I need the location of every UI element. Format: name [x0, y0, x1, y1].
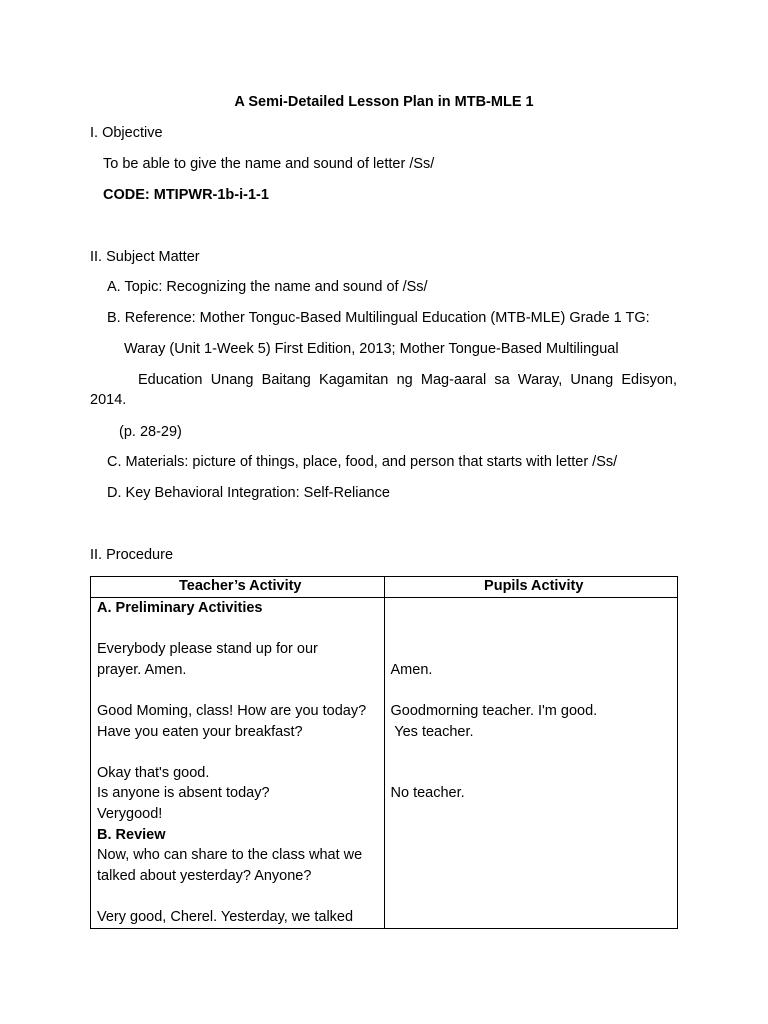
teacher-activity-header: Teacher’s Activity — [91, 577, 385, 598]
teacher-line: Now, who can share to the class what we — [97, 847, 363, 864]
teacher-activity-cell — [91, 598, 385, 929]
reference-line-2: Waray (Unit 1-Week 5) First Edition, 2013; Mother Tongue-Based Multilingual — [124, 341, 619, 357]
integration-line: D. Key Behavioral Integration: Self-Reliance — [107, 485, 390, 501]
competency-code: CODE: MTIPWR-1b-i-1-1 — [103, 187, 269, 203]
procedure-table — [90, 576, 678, 929]
teacher-line: Everybody please stand up for our — [97, 641, 318, 658]
teacher-line: prayer. Amen. — [97, 661, 187, 678]
pupils-activity-header: Pupils Activity — [384, 577, 678, 598]
preliminary-activities-heading: A. Preliminary Activities — [97, 600, 263, 616]
teacher-line: Okay that's good. — [97, 764, 210, 781]
review-heading: B. Review — [97, 826, 166, 843]
table-header-row — [91, 577, 678, 598]
teacher-line: Very good, Cherel. Yesterday, we talked — [97, 908, 354, 925]
pupil-line: Goodmorning teacher. I'm good. — [390, 702, 598, 719]
teacher-line: Verygood! — [97, 805, 163, 822]
pupils-activity-cell — [384, 598, 678, 929]
pupil-line: Yes teacher. — [390, 723, 474, 740]
materials-line: C. Materials: picture of things, place, food, and person that starts with letter /Ss/ — [107, 454, 618, 470]
reference-line-1: B. Reference: Mother Tonguc-Based Multilingual Education (MTB-MLE) Grade 1 TG: — [107, 310, 650, 326]
reference-line-3: Education Unang Baitang Kagamitan ng Mag-aaral sa Waray, Unang Edisyon, 2014. — [90, 372, 677, 408]
teacher-line: talked about yesterday? Anyone? — [97, 867, 312, 884]
topic-line: A. Topic: Recognizing the name and sound of /Ss/ — [107, 279, 428, 295]
reference-pages: (p. 28-29) — [119, 424, 182, 440]
table-row — [91, 598, 678, 929]
subject-matter-heading: II. Subject Matter — [90, 249, 200, 265]
teacher-line: Good Moming, class! How are you today? — [97, 702, 367, 719]
pupil-line: No teacher. — [390, 785, 465, 802]
lesson-plan-title: A Semi-Detailed Lesson Plan in MTB-MLE 1 — [234, 94, 534, 110]
procedure-heading: II. Procedure — [90, 547, 174, 563]
pupil-line: Amen. — [390, 661, 433, 678]
teacher-line: Have you eaten your breakfast? — [97, 723, 303, 740]
teacher-line: Is anyone is absent today? — [97, 785, 270, 802]
objective-heading: I. Objective — [90, 125, 163, 141]
objective-text: To be able to give the name and sound of letter /Ss/ — [103, 156, 435, 172]
